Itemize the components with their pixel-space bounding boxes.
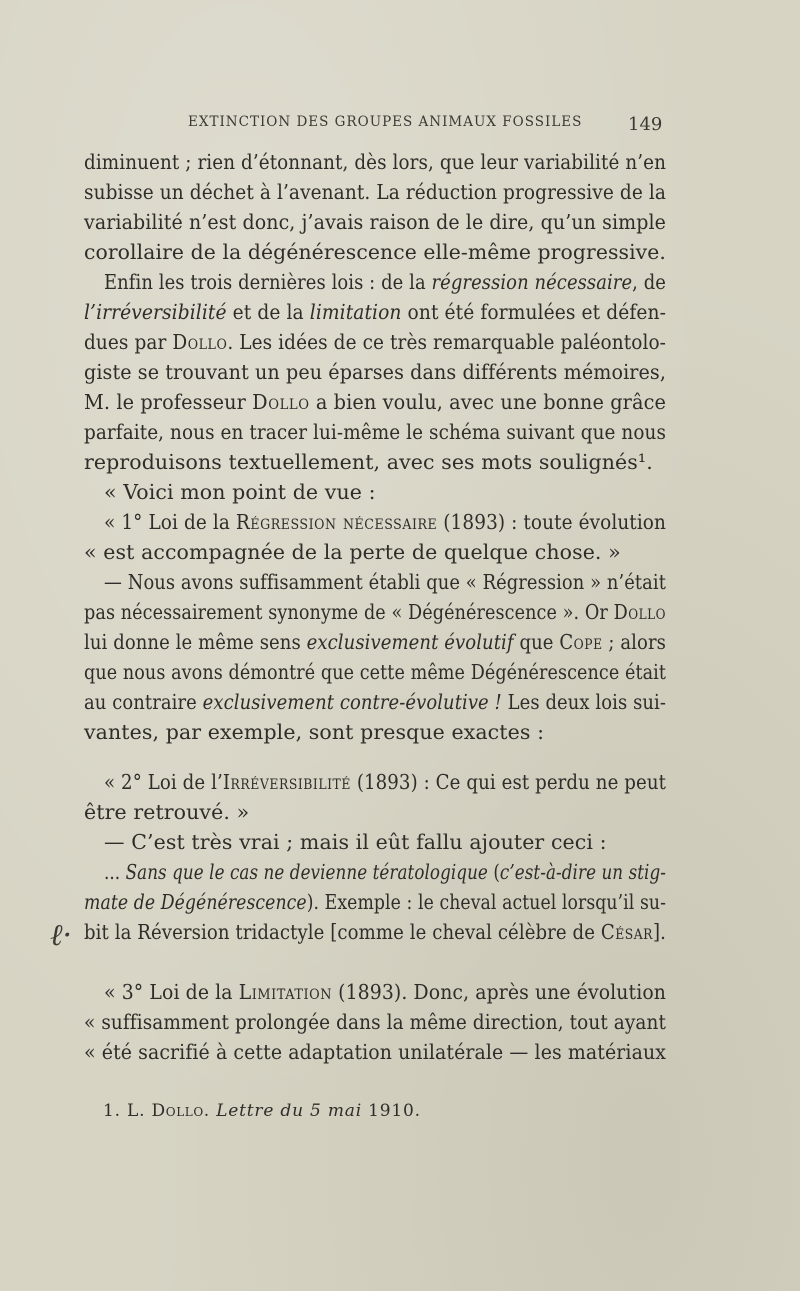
text-line: [104, 267, 666, 297]
line-segment: ont été formulées et défen-: [401, 300, 666, 324]
text-line: [84, 357, 666, 387]
footnote-segment: Lettre du 5 mai: [216, 1101, 362, 1121]
line-segment: , de: [632, 270, 666, 294]
text-line: [84, 657, 666, 687]
footnote-segment: 1. L.: [103, 1101, 152, 1121]
line-segment: être retrouvé. »: [84, 800, 250, 824]
line-segment: M. le professeur: [84, 390, 253, 414]
line-segment: a bien voulu, avec une bonne grâce: [309, 390, 666, 414]
footnote: [103, 1101, 421, 1121]
text-line: [84, 887, 666, 917]
line-segment: parfaite, nous en tracer lui-même le schéma suivant que nous: [84, 420, 666, 444]
line-segment: Limitation: [238, 980, 333, 1004]
line-segment: Les deux lois sui-: [501, 690, 666, 714]
line-segment: . Les idées de ce très remarquable paléontolo-: [227, 330, 666, 354]
line-segment: et de la: [226, 300, 310, 324]
line-segment: Dollo: [172, 330, 228, 354]
line-segment: ; alors: [602, 630, 666, 654]
line-segment: que nous avons démontré que cette même Dégénérescence était: [84, 660, 666, 684]
text-line: [84, 327, 666, 357]
line-segment: giste se trouvant un peu éparses dans différents mémoires,: [84, 360, 666, 384]
line-segment: « 1° Loi de la: [104, 510, 236, 534]
text-line: [104, 507, 666, 537]
text-line: [104, 767, 666, 797]
line-segment: (: [487, 860, 500, 884]
line-segment: « été sacrifié à cette adaptation unilatérale — les matériaux: [84, 1040, 666, 1064]
line-segment: (1893). Donc, après une évolution: [332, 980, 666, 1004]
line-segment: diminuent ; rien d’étonnant, dès lors, que leur variabilité n’en: [84, 150, 666, 174]
line-segment: dues par: [84, 330, 173, 354]
line-segment: lui donne le même sens: [84, 630, 307, 654]
text-line: [104, 857, 666, 887]
line-segment: comme le cheval célèbre de: [337, 920, 601, 944]
text-line: [84, 917, 666, 947]
text-line: [104, 827, 607, 857]
line-segment: ].: [653, 920, 666, 944]
line-segment: vantes, par exemple, sont presque exactes :: [84, 720, 545, 744]
handwritten-margin-mark: ℓ·: [50, 918, 73, 953]
line-segment: « suffisamment prolongée dans la même direction, tout ayant: [84, 1010, 666, 1034]
line-segment: Cope: [559, 630, 603, 654]
line-segment: que: [513, 630, 560, 654]
line-segment: l’: [84, 300, 97, 324]
line-segment: Dollo: [252, 390, 310, 414]
line-segment: Dollo: [613, 600, 666, 624]
text-line: [84, 1007, 666, 1037]
line-segment: irréversibilité: [96, 300, 227, 324]
line-segment: mate de Dégénérescence: [84, 890, 307, 914]
line-segment: corollaire de la dégénérescence elle-même progressive.: [84, 240, 666, 264]
line-segment: exclusivement évolutif: [306, 630, 514, 654]
line-segment: « Voici mon point de vue :: [104, 480, 376, 504]
line-segment: César: [600, 920, 654, 944]
text-line: [84, 147, 666, 177]
running-title: EXTINCTION DES GROUPES ANIMAUX FOSSILES: [188, 114, 583, 130]
text-line: [84, 537, 621, 567]
text-line: [84, 717, 544, 747]
text-line: [104, 477, 376, 507]
line-segment: « 3° Loi de la: [104, 980, 239, 1004]
line-segment: — Nous avons suffisamment établi que « Régression » n’était: [104, 570, 666, 594]
text-line: [84, 627, 666, 657]
line-segment: « 2° Loi de l’: [104, 770, 223, 794]
line-segment: limitation: [309, 300, 402, 324]
footnote-segment: .: [203, 1101, 217, 1121]
line-segment: Irréversibilité: [222, 770, 351, 794]
line-segment: Sans que le cas ne devienne tératologique: [125, 860, 488, 884]
text-line: [84, 177, 666, 207]
line-segment: Régression nécessaire: [235, 510, 438, 534]
text-line: [84, 687, 666, 717]
line-segment: (1893) : toute évolution: [437, 510, 666, 534]
line-segment: reproduisons textuellement, avec ses mots soulignés¹.: [84, 450, 653, 474]
text-line: [84, 597, 666, 627]
line-segment: variabilité n’est donc, j’avais raison de le dire, qu’un simple: [84, 210, 666, 234]
line-segment: — C’est très vrai ; mais il eût fallu ajouter ceci :: [104, 830, 607, 854]
line-segment: c’est-à-dire un stig-: [499, 860, 666, 884]
text-line: [84, 1037, 666, 1067]
text-line: [84, 207, 666, 237]
line-segment: bit la Réversion tridactyle [: [84, 920, 338, 944]
text-line: [104, 977, 666, 1007]
line-segment: ). Exemple : le cheval actuel lorsqu’il su-: [306, 890, 666, 914]
text-line: [84, 797, 249, 827]
footnote-segment: 1910.: [361, 1101, 421, 1121]
page-number: 149: [628, 114, 663, 135]
text-line: [84, 297, 666, 327]
text-line: [84, 417, 666, 447]
text-line: [84, 447, 653, 477]
footnote-segment: Dollo: [151, 1101, 204, 1121]
line-segment: au contraire: [84, 690, 203, 714]
line-segment: pas nécessairement synonyme de « Dégénérescence ». Or: [84, 600, 614, 624]
line-segment: régression nécessaire: [431, 270, 633, 294]
text-line: [84, 387, 666, 417]
line-segment: Enfin les trois dernières lois : de la: [104, 270, 432, 294]
line-segment: « est accompagnée de la perte de quelque chose. »: [84, 540, 621, 564]
line-segment: exclusivement contre-évolutive !: [202, 690, 502, 714]
line-segment: ...: [104, 860, 126, 884]
text-line: [104, 567, 666, 597]
line-segment: subisse un déchet à l’avenant. La réduction progressive de la: [84, 180, 666, 204]
text-line: [84, 237, 666, 267]
line-segment: (1893) : Ce qui est perdu ne peut: [350, 770, 666, 794]
